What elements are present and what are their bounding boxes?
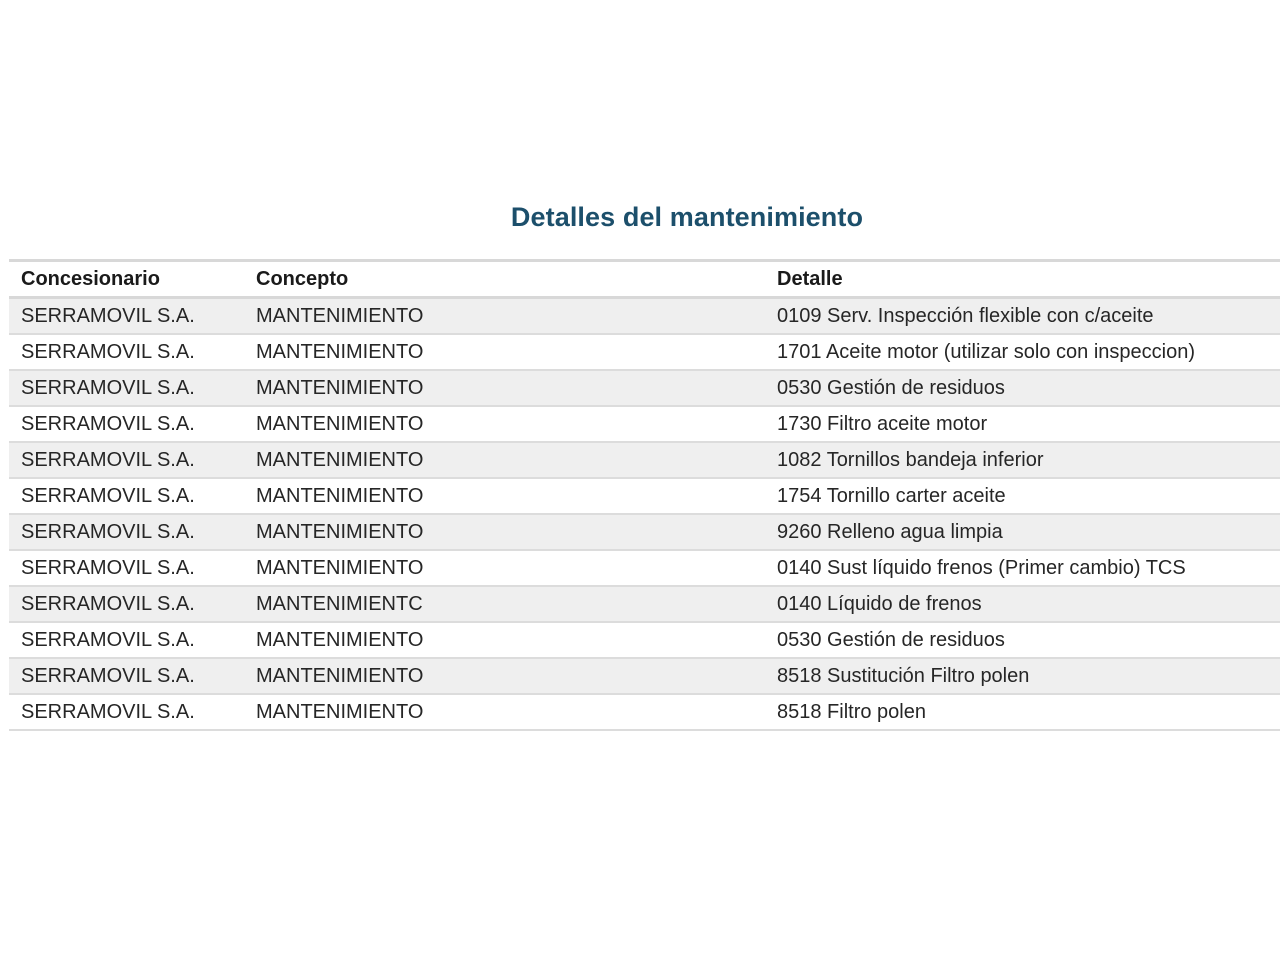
cell-concepto: MANTENIMIENTO (244, 550, 765, 586)
table-row (9, 298, 1280, 335)
table-row (9, 622, 1280, 658)
table-row (9, 334, 1280, 370)
maintenance-table (9, 259, 1280, 731)
table-row (9, 550, 1280, 586)
table-row (9, 370, 1280, 406)
cell-concepto: MANTENIMIENTO (244, 442, 765, 478)
cell-detalle: 0530 Gestión de residuos (765, 622, 1280, 658)
table-row (9, 658, 1280, 694)
table-row (9, 406, 1280, 442)
cell-detalle: 0109 Serv. Inspección flexible con c/aceite (765, 298, 1280, 335)
column-header-concesionario: Concesionario (9, 262, 244, 298)
table-row (9, 442, 1280, 478)
cell-detalle: 8518 Filtro polen (765, 694, 1280, 730)
page-title: Detalles del mantenimiento (510, 202, 864, 232)
table-row (9, 694, 1280, 730)
cell-concesionario: SERRAMOVIL S.A. (9, 694, 244, 730)
cell-concesionario: SERRAMOVIL S.A. (9, 622, 244, 658)
cell-concepto: MANTENIMIENTO (244, 370, 765, 406)
cell-concepto: MANTENIMIENTO (244, 622, 765, 658)
cell-detalle: 9260 Relleno agua limpia (765, 514, 1280, 550)
cell-concesionario: SERRAMOVIL S.A. (9, 550, 244, 586)
cell-detalle: 1701 Aceite motor (utilizar solo con inspeccion) (765, 334, 1280, 370)
cell-concepto: MANTENIMIENTC (244, 586, 765, 622)
cell-concepto: MANTENIMIENTO (244, 406, 765, 442)
maintenance-table-grid (9, 262, 1280, 731)
table-row (9, 478, 1280, 514)
cell-concepto: MANTENIMIENTO (244, 334, 765, 370)
column-header-concepto: Concepto (244, 262, 765, 298)
column-header-detalle: Detalle (765, 262, 1280, 298)
cell-detalle: 1082 Tornillos bandeja inferior (765, 442, 1280, 478)
cell-concepto: MANTENIMIENTO (244, 514, 765, 550)
cell-concepto: MANTENIMIENTO (244, 478, 765, 514)
cell-concesionario: SERRAMOVIL S.A. (9, 514, 244, 550)
cell-detalle: 0140 Sust líquido frenos (Primer cambio) TCS (765, 550, 1280, 586)
cell-concesionario: SERRAMOVIL S.A. (9, 370, 244, 406)
cell-concepto: MANTENIMIENTO (244, 298, 765, 335)
cell-concesionario: SERRAMOVIL S.A. (9, 442, 244, 478)
cell-concesionario: SERRAMOVIL S.A. (9, 298, 244, 335)
cell-detalle: 0140 Líquido de frenos (765, 586, 1280, 622)
cell-concesionario: SERRAMOVIL S.A. (9, 334, 244, 370)
table-row (9, 586, 1280, 622)
cell-detalle: 8518 Sustitución Filtro polen (765, 658, 1280, 694)
table-header-row (9, 262, 1280, 298)
cell-detalle: 0530 Gestión de residuos (765, 370, 1280, 406)
cell-detalle: 1730 Filtro aceite motor (765, 406, 1280, 442)
cell-concesionario: SERRAMOVIL S.A. (9, 478, 244, 514)
cell-detalle: 1754 Tornillo carter aceite (765, 478, 1280, 514)
cell-concesionario: SERRAMOVIL S.A. (9, 586, 244, 622)
cell-concesionario: SERRAMOVIL S.A. (9, 406, 244, 442)
cell-concesionario: SERRAMOVIL S.A. (9, 658, 244, 694)
table-row (9, 514, 1280, 550)
cell-concepto: MANTENIMIENTO (244, 658, 765, 694)
cell-concepto: MANTENIMIENTO (244, 694, 765, 730)
